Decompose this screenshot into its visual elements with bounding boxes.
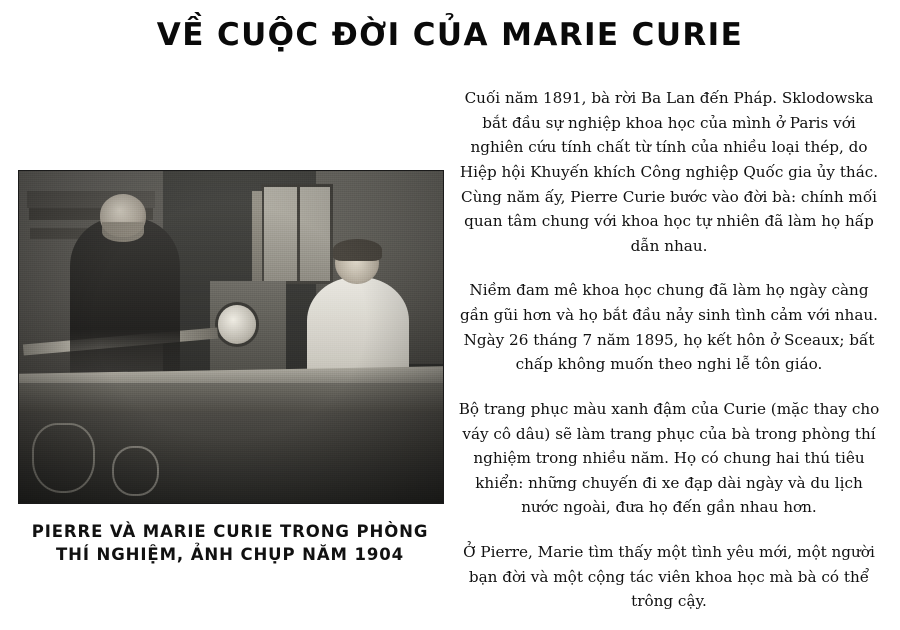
photo-glassware-left [32, 423, 95, 493]
page-title: VỀ CUỘC ĐỜI CỦA MARIE CURIE [156, 17, 744, 53]
curie-laboratory-photo [18, 170, 444, 504]
paragraph-2: Niềm đam mê khoa học chung đã làm họ ngày càng gần gũi hơn và họ bắt đầu nảy sinh tình cảm với nhau. Ngày 26 tháng 7 năm 1895, họ kết hôn ở Sceaux; bất chấp không muốn theo nghi lễ tôn giáo. [460, 281, 878, 374]
paragraph-3: Bộ trang phục màu xanh đậm của Curie (mặc thay cho váy cô dâu) sẽ làm trang phục của bà trong phòng thí nghiệm trong nhiều năm. Họ có chung hai thú tiêu khiển: những chuyến đi xe đạp dài ngày và du lịch nước ngoài, đưa họ đến gần nhau hơn. [458, 399, 880, 517]
photo-figure-marie-hair [333, 239, 382, 261]
photo-glassware-middle [112, 446, 158, 496]
photo-column [18, 170, 442, 566]
photo-apparatus-dial [218, 305, 256, 343]
photo-caption: PIERRE VÀ MARIE CURIE TRONG PHÒNG THÍ NGHIỆM, ẢNH CHỤP NĂM 1904 [31, 522, 429, 565]
paragraph-1: Cuối năm 1891, bà rời Ba Lan đến Pháp. Sklodowska bắt đầu sự nghiệp khoa học của mình ở Paris với nghiên cứu tính chất từ tính của nhiều loại thép, do Hiệp hội Khuyến khích Công nghiệp Quốc gia ủy thác. Cùng năm ấy, Pierre Curie bước vào đời bà: chính mối quan tâm chung với khoa học tự nhiên đã làm họ hấp dẫn nhau. [459, 89, 879, 255]
photo-window [261, 184, 333, 284]
text-column [455, 86, 883, 614]
document-body [0, 74, 900, 630]
paragraph-4: Ở Pierre, Marie tìm thấy một tình yêu mới, một người bạn đời và một cộng tác viên khoa học mà bà có thể trông cậy. [463, 543, 875, 611]
